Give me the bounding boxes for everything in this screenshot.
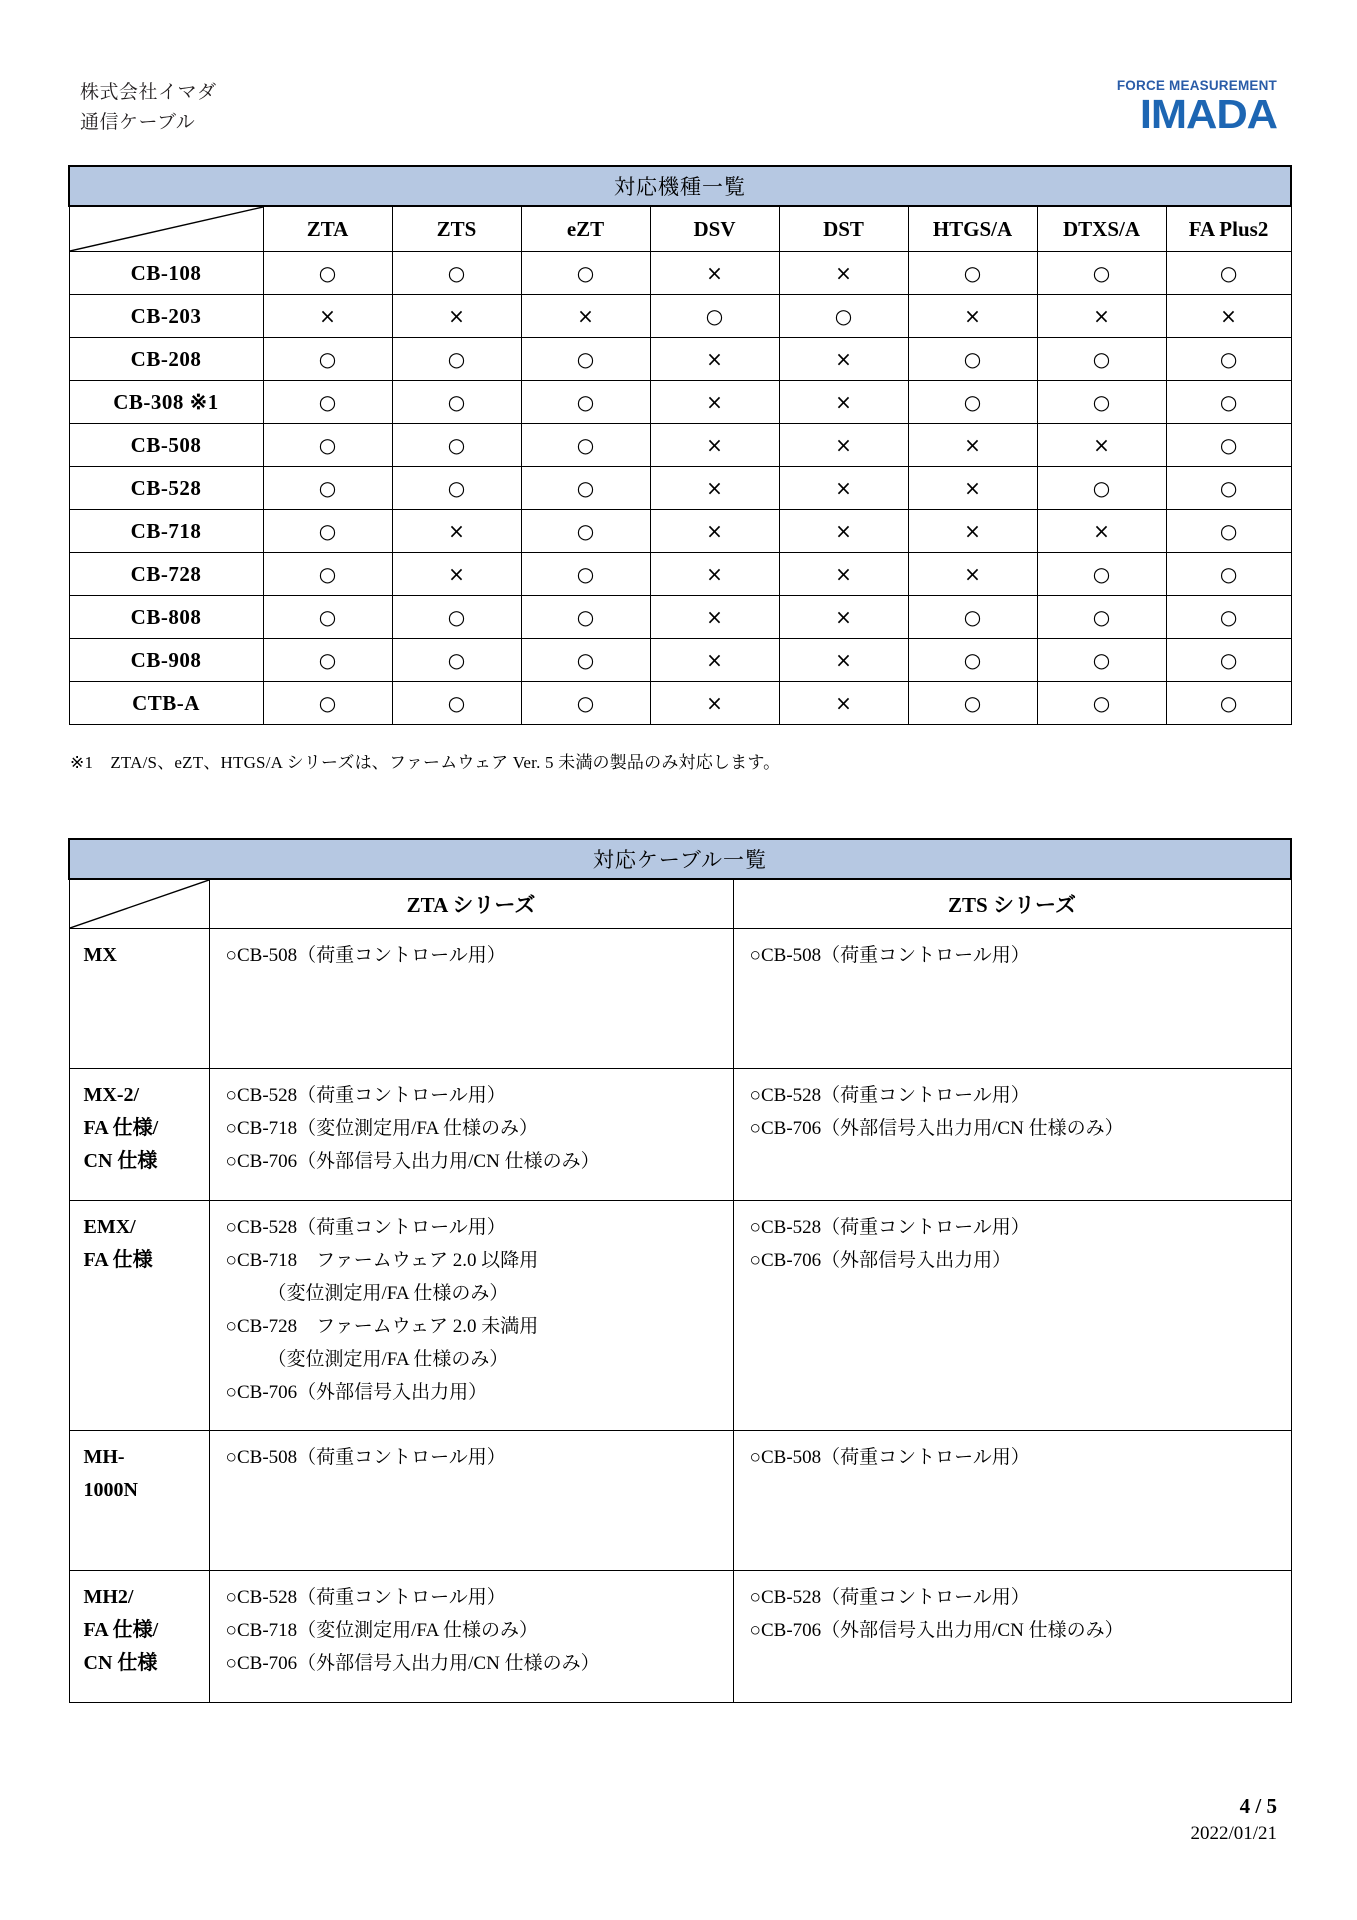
cable-entry: ○CB-528（荷重コントロール用） [225,1085,506,1106]
table-row [69,467,1291,510]
models-table-title-row [69,166,1291,206]
support-mark: ○ [263,381,392,424]
cable-model-label: CB-728 [69,553,263,596]
support-mark: ○ [1037,682,1166,725]
models-column-header: DST [779,206,908,252]
support-mark: ○ [1166,381,1291,424]
zts-cable-list [733,1069,1291,1201]
equipment-name-line: FA 仕様/ [83,1619,159,1641]
cable-model-label: CB-203 [69,295,263,338]
support-mark: ○ [263,510,392,553]
equipment-name-cell [69,1571,209,1703]
support-mark: × [650,682,779,725]
support-mark: ○ [1166,424,1291,467]
support-mark: ○ [521,553,650,596]
page-footer [1190,1792,1277,1848]
cable-model-label: CB-508 [69,424,263,467]
cable-model-label: CB-308 ※1 [69,381,263,424]
support-mark: ○ [1037,381,1166,424]
table-row [69,1431,1291,1571]
table-row [69,1069,1291,1201]
support-mark: ○ [1037,338,1166,381]
support-mark: × [650,596,779,639]
cable-entry: ○CB-706（外部信号入出力用） [225,1382,488,1403]
support-mark: × [392,510,521,553]
cable-entry: ○CB-528（荷重コントロール用） [749,1587,1030,1608]
cable-entry: ○CB-528（荷重コントロール用） [749,1085,1030,1106]
support-mark: × [1166,295,1291,338]
support-mark: × [908,424,1037,467]
zta-cable-list [209,1571,733,1703]
support-mark: ○ [263,424,392,467]
equipment-name-line: MX-2/ [83,1084,140,1106]
cables-column-header: ZTS シリーズ [733,879,1291,929]
support-mark: × [908,295,1037,338]
compatible-models-table [68,165,1292,725]
support-mark: × [779,639,908,682]
table-row [69,338,1291,381]
equipment-name-cell [69,1201,209,1431]
support-mark: ○ [1037,596,1166,639]
support-mark: × [263,295,392,338]
table-row [69,424,1291,467]
cable-entry: ○CB-706（外部信号入出力用/CN 仕様のみ） [225,1151,600,1172]
support-mark: ○ [392,338,521,381]
company-name: 株式会社イマダ [80,82,217,103]
table-row [69,1571,1291,1703]
support-mark: ○ [392,682,521,725]
support-mark: × [1037,510,1166,553]
support-mark: ○ [650,295,779,338]
support-mark: ○ [392,639,521,682]
diagonal-corner-cell [69,206,263,252]
table-row [69,510,1291,553]
equipment-name-cell [69,1431,209,1571]
cable-entry: ○CB-508（荷重コントロール用） [225,945,506,966]
cables-table-title-row [69,839,1291,879]
equipment-name-line: MH2/ [83,1586,134,1608]
support-mark: ○ [521,510,650,553]
support-mark: × [908,553,1037,596]
equipment-name-line: CN 仕様 [83,1652,158,1674]
support-mark: ○ [263,596,392,639]
support-mark: × [650,424,779,467]
support-mark: ○ [521,467,650,510]
cable-entry: ○CB-718 ファームウェア 2.0 以降用 [225,1250,539,1271]
support-mark: × [908,510,1037,553]
support-mark: ○ [263,639,392,682]
support-mark: ○ [263,553,392,596]
cable-entry-continuation: （変位測定用/FA 仕様のみ） [267,1283,509,1304]
zta-cable-list [209,1201,733,1431]
equipment-name-line: CN 仕様 [83,1150,158,1172]
support-mark: × [908,467,1037,510]
support-mark: × [779,553,908,596]
page-number: 4 / 5 [1239,1794,1277,1818]
support-mark: ○ [521,682,650,725]
support-mark: × [650,553,779,596]
cable-model-label: CB-208 [69,338,263,381]
support-mark: × [779,682,908,725]
support-mark: ○ [1166,639,1291,682]
equipment-name-cell [69,1069,209,1201]
support-mark: ○ [392,467,521,510]
support-mark: ○ [392,596,521,639]
support-mark: ○ [779,295,908,338]
support-mark: × [392,295,521,338]
cable-model-label: CB-908 [69,639,263,682]
diagonal-corner-cell [69,879,209,929]
zts-cable-list [733,929,1291,1069]
models-column-header: HTGS/A [908,206,1037,252]
cable-model-label: CB-718 [69,510,263,553]
table-row [69,639,1291,682]
support-mark: ○ [263,338,392,381]
support-mark: × [650,510,779,553]
cable-model-label: CB-528 [69,467,263,510]
cable-entry: ○CB-706（外部信号入出力用/CN 仕様のみ） [749,1620,1124,1641]
support-mark: × [392,553,521,596]
cable-model-label: CTB-A [69,682,263,725]
support-mark: × [1037,424,1166,467]
support-mark: × [779,381,908,424]
support-mark: ○ [521,381,650,424]
cable-entry: ○CB-706（外部信号入出力用） [749,1250,1012,1271]
equipment-name-cell [69,929,209,1069]
zta-cable-list [209,929,733,1069]
cable-entry: ○CB-528（荷重コントロール用） [225,1587,506,1608]
support-mark: × [779,596,908,639]
models-column-header: FA Plus2 [1166,206,1291,252]
cable-model-label: CB-808 [69,596,263,639]
support-mark: ○ [521,596,650,639]
support-mark: ○ [908,596,1037,639]
cable-entry: ○CB-528（荷重コントロール用） [749,1217,1030,1238]
models-table-title: 対応機種一覧 [69,166,1291,206]
cables-table-title: 対応ケーブル一覧 [69,839,1291,879]
support-mark: × [650,639,779,682]
support-mark: ○ [1037,639,1166,682]
zts-cable-list [733,1201,1291,1431]
zts-cable-list [733,1571,1291,1703]
cable-entry: ○CB-508（荷重コントロール用） [749,945,1030,966]
support-mark: ○ [392,424,521,467]
support-mark: ○ [1166,510,1291,553]
models-column-header: ZTS [392,206,521,252]
support-mark: ○ [908,252,1037,295]
table-row [69,1201,1291,1431]
support-mark: ○ [1037,252,1166,295]
cable-model-label: CB-108 [69,252,263,295]
table-row [69,929,1291,1069]
cable-entry-continuation: （変位測定用/FA 仕様のみ） [267,1349,509,1370]
support-mark: ○ [1037,553,1166,596]
support-mark: ○ [521,424,650,467]
support-mark: × [1037,295,1166,338]
compatible-cables-table [68,838,1292,1703]
logo-wordmark: IMADA [1139,91,1277,137]
support-mark: ○ [392,381,521,424]
equipment-name-line: FA 仕様/ [83,1117,159,1139]
cables-column-header: ZTA シリーズ [209,879,733,929]
cable-entry: ○CB-528（荷重コントロール用） [225,1217,506,1238]
support-mark: × [650,252,779,295]
table-row [69,381,1291,424]
cable-entry: ○CB-718（変位測定用/FA 仕様のみ） [225,1620,539,1641]
document-subject: 通信ケーブル [80,112,196,133]
cables-table-header-row [69,879,1291,929]
support-mark: ○ [1037,467,1166,510]
support-mark: × [779,510,908,553]
support-mark: × [650,467,779,510]
support-mark: ○ [392,252,521,295]
table-row [69,295,1291,338]
cable-entry: ○CB-508（荷重コントロール用） [225,1447,506,1468]
cable-entry: ○CB-706（外部信号入出力用/CN 仕様のみ） [749,1118,1124,1139]
models-table-header-row [69,206,1291,252]
support-mark: × [779,467,908,510]
zta-cable-list [209,1069,733,1201]
zts-cable-list [733,1431,1291,1571]
support-mark: × [650,338,779,381]
support-mark: ○ [521,338,650,381]
support-mark: ○ [1166,252,1291,295]
support-mark: ○ [908,381,1037,424]
document-header [80,78,1277,148]
models-column-header: DSV [650,206,779,252]
table-row [69,596,1291,639]
support-mark: ○ [263,467,392,510]
table-row [69,682,1291,725]
support-mark: ○ [1166,467,1291,510]
support-mark: ○ [1166,596,1291,639]
support-mark: ○ [1166,682,1291,725]
equipment-name-line: MX [83,944,117,966]
support-mark: ○ [1166,338,1291,381]
support-mark: ○ [521,639,650,682]
zta-cable-list [209,1431,733,1571]
models-column-header: DTXS/A [1037,206,1166,252]
support-mark: ○ [263,252,392,295]
support-mark: × [779,424,908,467]
diagonal-line-icon [70,207,263,251]
cable-entry: ○CB-718（変位測定用/FA 仕様のみ） [225,1118,539,1139]
models-table-footnote: ※1 ZTA/S、eZT、HTGS/A シリーズは、ファームウェア Ver. 5 未満の製品のみ対応します。 [70,753,781,772]
models-column-header: eZT [521,206,650,252]
support-mark: × [779,252,908,295]
support-mark: × [779,338,908,381]
equipment-name-line: EMX/ [83,1216,136,1238]
logo-tagline: FORCE MEASUREMENT [1116,78,1277,93]
cable-entry: ○CB-508（荷重コントロール用） [749,1447,1030,1468]
support-mark: ○ [908,682,1037,725]
support-mark: ○ [908,639,1037,682]
support-mark: × [521,295,650,338]
imada-logo [1067,78,1277,135]
diagonal-line-icon [70,880,209,928]
equipment-name-line: 1000N [83,1479,138,1501]
table-row [69,252,1291,295]
support-mark: × [650,381,779,424]
models-column-header: ZTA [263,206,392,252]
support-mark: ○ [521,252,650,295]
support-mark: ○ [1166,553,1291,596]
cable-entry: ○CB-728 ファームウェア 2.0 未満用 [225,1316,539,1337]
header-company-block [80,78,217,138]
equipment-name-line: MH- [83,1446,125,1468]
support-mark: ○ [908,338,1037,381]
cable-entry: ○CB-706（外部信号入出力用/CN 仕様のみ） [225,1653,600,1674]
equipment-name-line: FA 仕様 [83,1249,153,1271]
table-row [69,553,1291,596]
support-mark: ○ [263,682,392,725]
document-date: 2022/01/21 [1190,1823,1277,1844]
